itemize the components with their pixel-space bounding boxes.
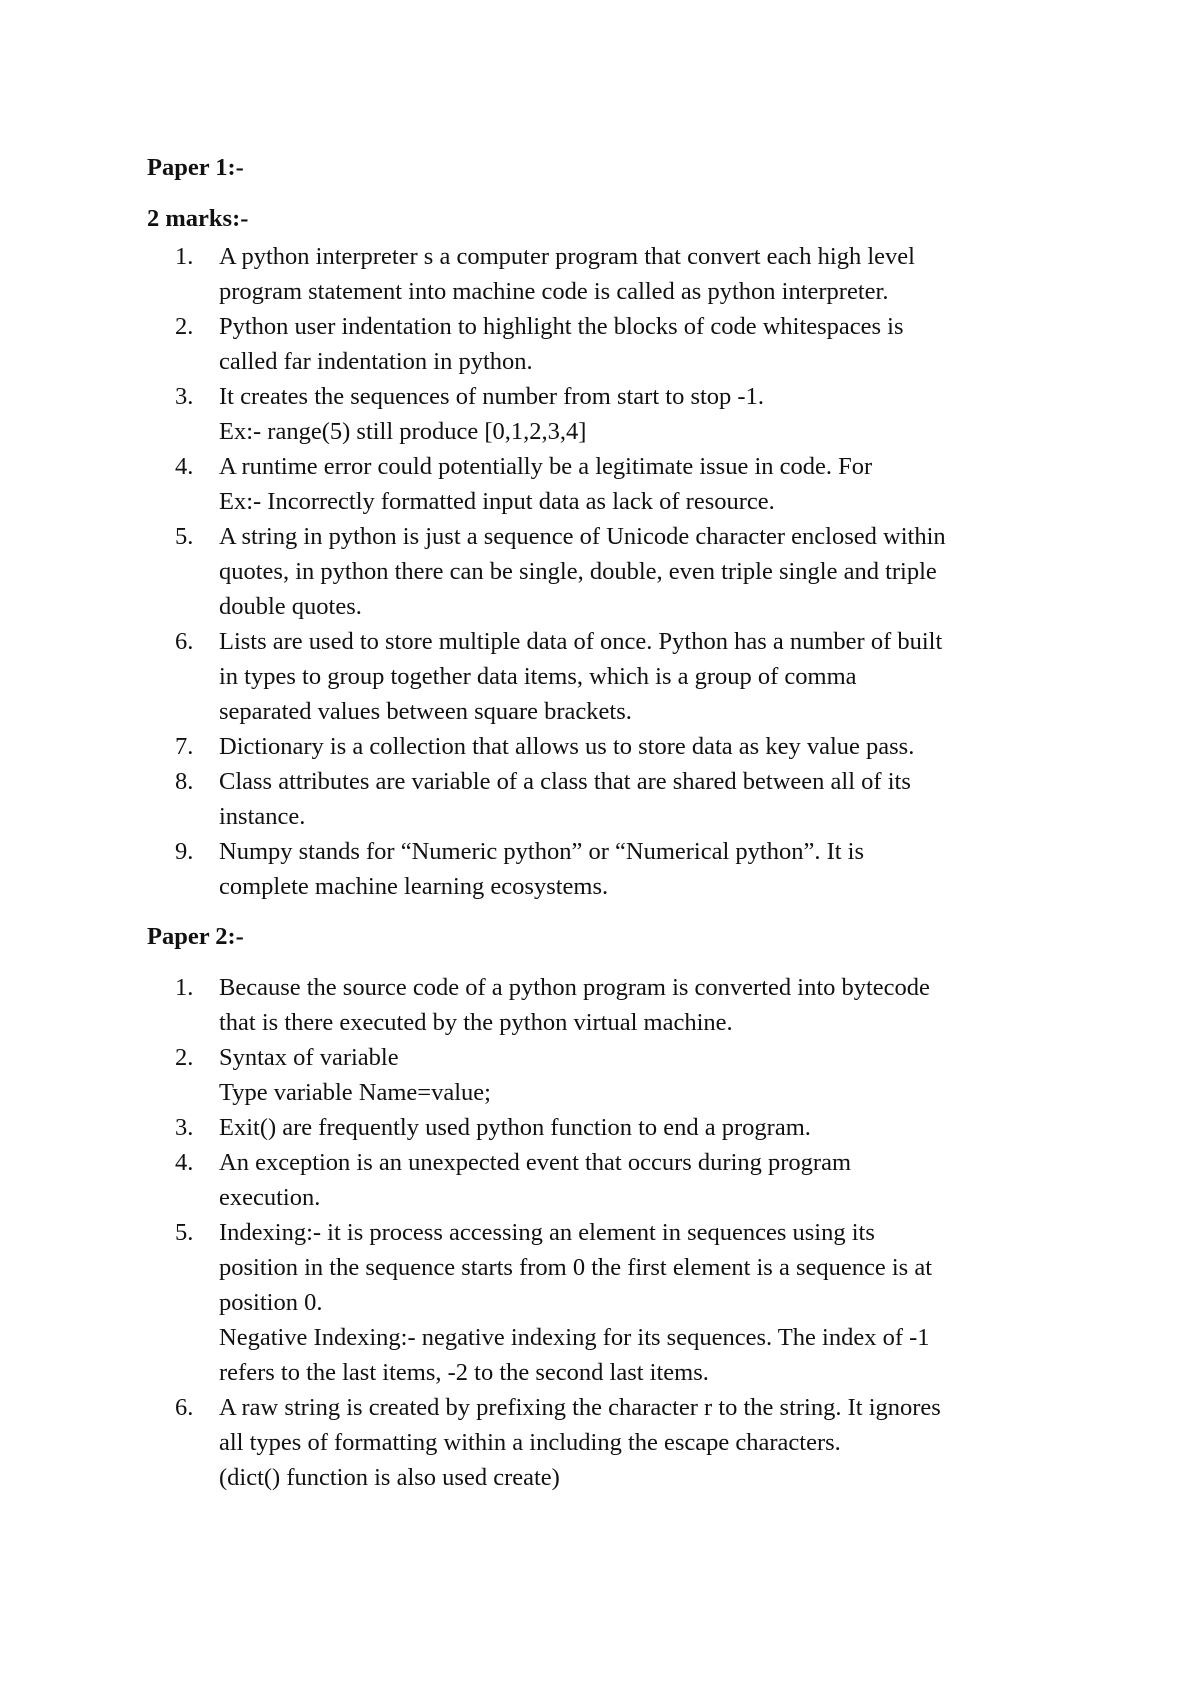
list-item: [147, 729, 1077, 764]
item-text-line: A raw string is created by prefixing the character r to the string. It ignores: [219, 1394, 941, 1421]
document-body: [147, 150, 1077, 1495]
item-number: 2.: [175, 1044, 194, 1071]
item-number: 1.: [175, 243, 194, 270]
list-item: [147, 519, 1077, 624]
item-text-line: A string in python is just a sequence of Unicode character enclosed within: [219, 523, 946, 550]
item-number: 6.: [175, 1394, 194, 1421]
item-text-line: Because the source code of a python program is converted into bytecode: [219, 974, 930, 1001]
list-item: [147, 1040, 1077, 1110]
paper2-title: Paper 2:-: [147, 923, 244, 950]
list-item: [147, 239, 1077, 309]
item-text-line: A python interpreter s a computer program that convert each high level: [219, 243, 915, 270]
list-item: [147, 764, 1077, 834]
item-number: 8.: [175, 768, 194, 795]
item-text-line: Ex:- Incorrectly formatted input data as lack of resource.: [219, 488, 775, 515]
item-text-line: A runtime error could potentially be a legitimate issue in code. For: [219, 453, 873, 480]
paper1-marks-subtitle: 2 marks:-: [147, 205, 249, 232]
item-text-line: in types to group together data items, which is a group of comma: [219, 663, 857, 690]
item-number: 5.: [175, 1219, 194, 1246]
item-number: 4.: [175, 1149, 194, 1176]
list-item: [147, 309, 1077, 379]
item-number: 5.: [175, 523, 194, 550]
item-text-line: Numpy stands for “Numeric python” or “Numerical python”. It is: [219, 838, 865, 865]
item-text-line: It creates the sequences of number from start to stop -1.: [219, 383, 764, 410]
item-text-line: (dict() function is also used create): [219, 1464, 560, 1491]
list-item: [147, 834, 1077, 904]
item-text-line: all types of formatting within a including the escape characters.: [219, 1429, 841, 1456]
item-text-line: that is there executed by the python virtual machine.: [219, 1009, 733, 1036]
item-text-line: program statement into machine code is called as python interpreter.: [219, 278, 889, 305]
item-text-line: Syntax of variable: [219, 1044, 399, 1071]
item-number: 2.: [175, 313, 194, 340]
list-item: [147, 1390, 1077, 1495]
item-text-line: Dictionary is a collection that allows us to store data as key value pass.: [219, 733, 915, 760]
item-number: 3.: [175, 1114, 194, 1141]
item-number: 4.: [175, 453, 194, 480]
list-item: [147, 1215, 1077, 1390]
item-text-line: Class attributes are variable of a class that are shared between all of its: [219, 768, 911, 795]
item-number: 3.: [175, 383, 194, 410]
list-item: [147, 449, 1077, 519]
list-item: [147, 379, 1077, 449]
list-item: [147, 624, 1077, 729]
item-text-line: separated values between square brackets.: [219, 698, 632, 725]
list-item: [147, 1145, 1077, 1215]
item-text-line: Exit() are frequently used python function to end a program.: [219, 1114, 811, 1141]
item-text-line: quotes, in python there can be single, double, even triple single and triple: [219, 558, 937, 585]
item-text-line: position in the sequence starts from 0 the first element is a sequence is at: [219, 1254, 933, 1281]
item-text-line: Negative Indexing:- negative indexing for its sequences. The index of -1: [219, 1324, 930, 1351]
item-text-line: execution.: [219, 1184, 321, 1211]
item-number: 1.: [175, 974, 194, 1001]
paper1-title: Paper 1:-: [147, 154, 244, 181]
item-number: 9.: [175, 838, 194, 865]
item-text-line: An exception is an unexpected event that occurs during program: [219, 1149, 852, 1176]
item-text-line: Lists are used to store multiple data of once. Python has a number of built: [219, 628, 943, 655]
item-number: 7.: [175, 733, 194, 760]
item-text-line: Ex:- range(5) still produce [0,1,2,3,4]: [219, 418, 587, 445]
item-number: 6.: [175, 628, 194, 655]
item-text-line: Type variable Name=value;: [219, 1079, 491, 1106]
paper1-answer-list: [147, 239, 1077, 904]
item-text-line: complete machine learning ecosystems.: [219, 873, 609, 900]
item-text-line: Indexing:- it is process accessing an element in sequences using its: [219, 1219, 875, 1246]
list-item: [147, 1110, 1077, 1145]
list-item: [147, 970, 1077, 1040]
item-text-line: called far indentation in python.: [219, 348, 533, 375]
item-text-line: refers to the last items, -2 to the second last items.: [219, 1359, 709, 1386]
paper2-answer-list: [147, 970, 1077, 1495]
item-text-line: instance.: [219, 803, 306, 830]
item-text-line: position 0.: [219, 1289, 323, 1316]
item-text-line: double quotes.: [219, 593, 362, 620]
item-text-line: Python user indentation to highlight the blocks of code whitespaces is: [219, 313, 904, 340]
